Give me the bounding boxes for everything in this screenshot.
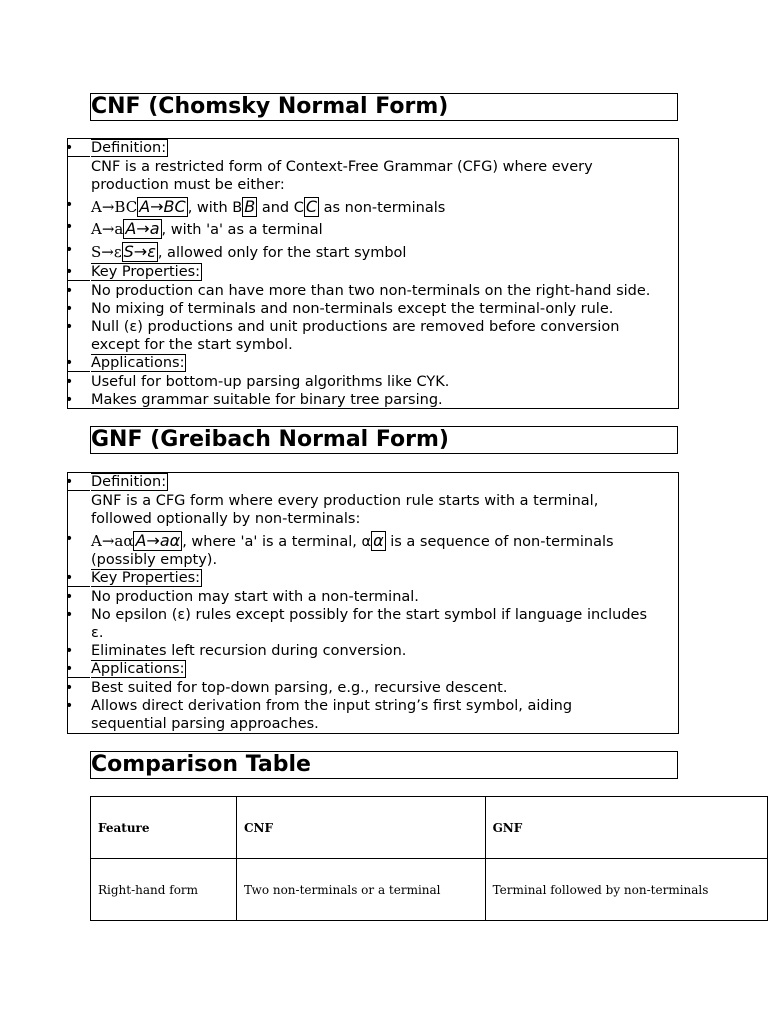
bullet: •: [65, 570, 74, 586]
bullet: •: [65, 374, 74, 390]
text: Null (ε) productions and unit productions are removed before conversion: [91, 319, 620, 335]
rule-plain: S→ε: [91, 243, 122, 261]
rule-math: S→ε: [123, 242, 156, 261]
comparison-heading: Comparison Table: [90, 751, 678, 779]
text: sequential parsing approaches.: [91, 716, 319, 732]
text: No production may start with a non-terminal.: [91, 589, 419, 605]
table-cell: Terminal followed by non-terminals: [485, 859, 767, 921]
bullet: •: [65, 589, 74, 605]
gnf-heading: GNF (Greibach Normal Form): [90, 426, 678, 454]
gnf-definition-label: Definition:: [91, 474, 167, 490]
cnf-rule-3: [65, 241, 678, 263]
text: No epsilon (ε) rules except possibly for the start symbol if language includes: [91, 607, 648, 623]
label-underline: [68, 280, 90, 281]
gnf-rule-1: [65, 530, 678, 552]
text: Best suited for top-down parsing, e.g., recursive descent.: [91, 680, 508, 696]
rule-var: α: [373, 531, 384, 550]
label-underline: [68, 371, 90, 372]
text: production must be either:: [91, 177, 285, 193]
text: GNF is a CFG form where every production rule starts with a terminal,: [91, 493, 599, 509]
text: Eliminates left recursion during conversion.: [91, 643, 407, 659]
bullet: •: [65, 643, 74, 659]
label-underline: [68, 586, 90, 587]
label-underline: [68, 677, 90, 678]
cnf-definition-label: Definition:: [91, 140, 167, 156]
bullet: •: [65, 355, 74, 371]
table-header-cell: Feature: [91, 797, 237, 859]
table-header-row: [91, 797, 768, 859]
bullet: •: [65, 140, 74, 156]
table-row: [91, 859, 768, 921]
bullet: •: [65, 698, 74, 714]
rule-plain: A→aα: [91, 532, 134, 550]
rule-text: , allowed only for the start symbol: [157, 245, 407, 261]
bullet: •: [65, 197, 74, 213]
comparison-table: [90, 796, 768, 921]
rule-text: as non-terminals: [319, 200, 446, 216]
bullet: •: [65, 219, 74, 235]
label-underline: [68, 156, 90, 157]
text: Allows direct derivation from the input string’s first symbol, aiding: [91, 698, 573, 714]
bullet: •: [65, 283, 74, 299]
text: (possibly empty).: [91, 552, 218, 568]
text: No production can have more than two non-terminals on the right-hand side.: [91, 283, 651, 299]
gnf-content-box: [67, 472, 679, 734]
table-header-cell: GNF: [485, 797, 767, 859]
text: No mixing of terminals and non-terminals except the terminal-only rule.: [91, 301, 614, 317]
rule-plain: A→a: [91, 220, 124, 238]
rule-text: , with 'a' as a terminal: [161, 222, 323, 238]
rule-text: is a sequence of non-terminals: [385, 534, 614, 550]
cnf-applications-label: Applications:: [91, 355, 185, 371]
text: Makes grammar suitable for binary tree parsing.: [91, 392, 443, 408]
text: Useful for bottom-up parsing algorithms like CYK.: [91, 374, 450, 390]
bullet: •: [65, 680, 74, 696]
bullet: •: [65, 531, 74, 547]
rule-var: B: [244, 197, 256, 216]
table-header-cell: CNF: [236, 797, 485, 859]
bullet: •: [65, 474, 74, 490]
bullet: •: [65, 392, 74, 408]
rule-text: , with B: [187, 200, 243, 216]
cnf-rule-2: [65, 218, 678, 240]
bullet: •: [65, 264, 74, 280]
rule-math: A→a: [125, 219, 160, 238]
cnf-key-properties-label: Key Properties:: [91, 264, 201, 280]
gnf-key-properties-label: Key Properties:: [91, 570, 201, 586]
rule-text: , where 'a' is a terminal, α: [182, 534, 372, 550]
cnf-rule-1: [65, 196, 678, 218]
text: CNF is a restricted form of Context-Free Grammar (CFG) where every: [91, 159, 593, 175]
bullet: •: [65, 319, 74, 335]
rule-var: C: [305, 197, 318, 216]
gnf-applications-label: Applications:: [91, 661, 185, 677]
table-cell: Right-hand form: [91, 859, 237, 921]
rule-text: and C: [257, 200, 304, 216]
cnf-heading: CNF (Chomsky Normal Form): [90, 93, 678, 121]
bullet: •: [65, 661, 74, 677]
text: except for the start symbol.: [91, 337, 293, 353]
label-underline: [68, 490, 90, 491]
text: followed optionally by non-terminals:: [91, 511, 361, 527]
bullet: •: [65, 242, 74, 258]
text: ε.: [91, 625, 104, 641]
cnf-content-box: [67, 138, 679, 409]
bullet: •: [65, 301, 74, 317]
rule-math: A→BC: [139, 197, 186, 216]
bullet: •: [65, 607, 74, 623]
rule-math: A→aα: [135, 531, 181, 550]
table-cell: Two non-terminals or a terminal: [236, 859, 485, 921]
rule-plain: A→BC: [91, 198, 138, 216]
